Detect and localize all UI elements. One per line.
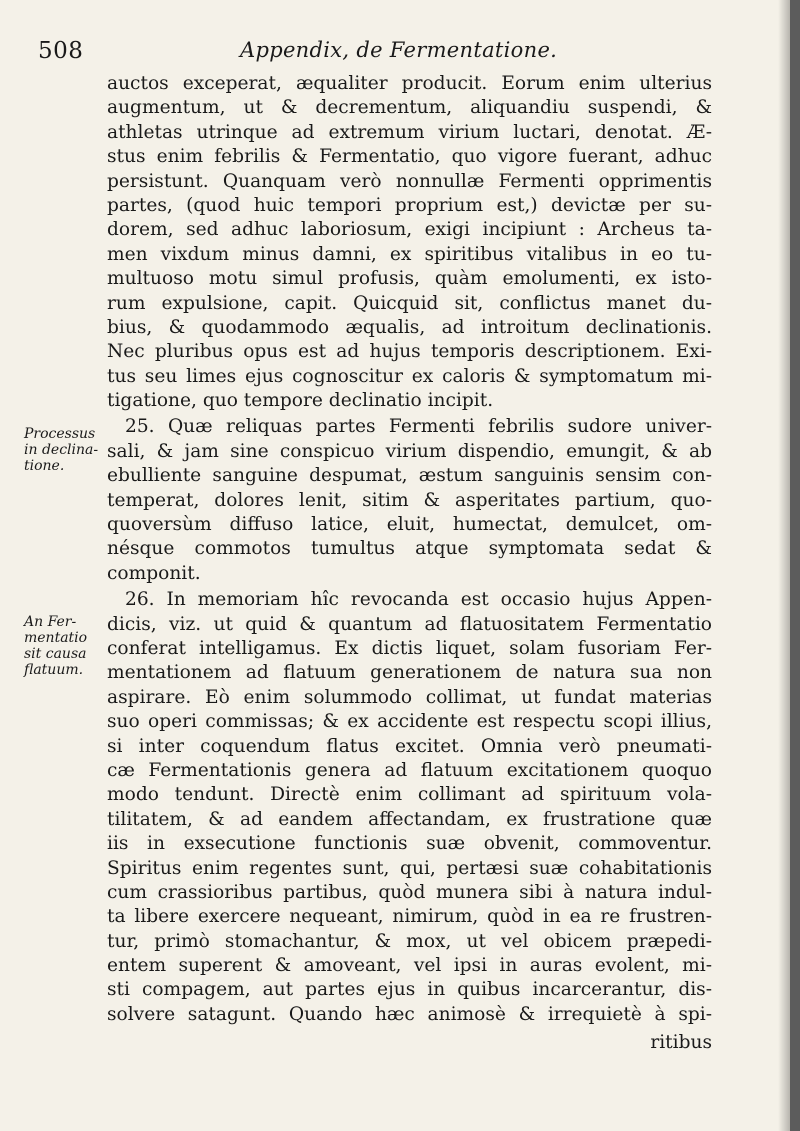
- text-line: athletas utrinque ad extremum virium luctari, denotat. Æ-: [107, 121, 712, 143]
- margin-note-processus: [24, 426, 104, 474]
- text-line: suo operi commissas; & ex accidente est respectu scopi illius,: [107, 711, 712, 733]
- text-line: men vixdum minus damni, ex spiritibus vitalibus in eo tu-: [107, 243, 712, 265]
- text-line: Nec pluribus opus est ad hujus temporis descriptionem. Exi-: [107, 341, 712, 363]
- text-line: ebulliente sanguine despumat, æstum sanguinis sensim con-: [107, 465, 712, 487]
- text-line: solvere satagunt. Quando hæc animosè & irrequietè à spi-: [107, 1003, 712, 1025]
- margin-note-line: in declina-: [24, 442, 99, 458]
- text-line: nésque commotos tumultus atque symptomata sedat &: [107, 538, 712, 560]
- page-number: 508: [38, 38, 84, 64]
- text-line: aspirare. Eò enim solummodo collimat, ut fundat materias: [107, 686, 712, 708]
- margin-note-line: tione.: [24, 458, 65, 474]
- margin-note-line: An Fer-: [24, 614, 77, 630]
- text-line: quoversùm diffuso latice, eluit, humectat, demulcet, om-: [107, 514, 712, 536]
- paragraph-26-start: 26. In memoriam hîc revocanda est occasio hujus Appen-: [125, 589, 712, 611]
- text-line: entem superent & amoveant, vel ipsi in auras evolent, mi-: [107, 955, 712, 977]
- text-line: dorem, sed adhuc laboriosum, exigi incipiunt : Archeus ta-: [107, 219, 712, 241]
- text-line: augmentum, ut & decrementum, aliquandiu suspendi, &: [107, 97, 712, 119]
- margin-note-line: flatuum.: [24, 662, 84, 678]
- paragraph-25-start: 25. Quæ reliquas partes Fermenti febrilis sudore univer-: [125, 416, 712, 438]
- text-line: cæ Fermentationis genera ad flatuum excitationem quoquo: [107, 759, 712, 781]
- running-head: Appendix, de Fermentatione.: [240, 38, 558, 62]
- text-line: mentationem ad flatuum generationem de natura sua non: [107, 662, 712, 684]
- text-line: multuoso motu simul profusis, quàm emolumenti, ex isto-: [107, 268, 712, 290]
- text-line: bius, & quodammodo æqualis, ad introitum declinationis.: [107, 316, 712, 338]
- text-line: componit.: [107, 562, 201, 584]
- text-line: persistunt. Quanquam verò nonnullæ Fermenti opprimentis: [107, 170, 712, 192]
- text-line: temperat, dolores lenit, sitim & asperitates partium, quo-: [107, 489, 712, 511]
- catchword: ritibus: [650, 1032, 712, 1054]
- text-line: si inter coquendum flatus excitet. Omnia verò pneumati-: [107, 735, 712, 757]
- margin-note-line: sit causa: [24, 646, 87, 662]
- margin-note-flatuum: [24, 614, 104, 678]
- text-line: auctos exceperat, æqualiter producit. Eorum enim ulterius: [107, 73, 712, 94]
- text-line: ta libere exercere nequeant, nimirum, quòd in ea re frustren-: [107, 906, 712, 928]
- margin-note-line: mentatio: [24, 630, 88, 646]
- text-line: partes, (quod huic tempori proprium est,) devictæ per su-: [107, 194, 712, 216]
- text-line: Spiritus enim regentes sunt, qui, pertæsi suæ cohabitationis: [107, 857, 712, 879]
- text-line: iis in exsecutione functionis suæ obvenit, commoventur.: [107, 833, 712, 855]
- body-text: [107, 72, 712, 1056]
- text-line: stus enim febrilis & Fermentatio, quo vigore fuerant, adhuc: [107, 146, 712, 168]
- text-line: modo tendunt. Directè enim collimant ad spirituum vola-: [107, 784, 712, 806]
- text-line: rum expulsione, capit. Quicquid sit, conflictus manet du-: [107, 292, 712, 314]
- text-line: sti compagem, aut partes ejus in quibus incarcerantur, dis-: [107, 979, 712, 1001]
- text-line: tur, primò stomachantur, & mox, ut vel obicem præpedi-: [107, 930, 712, 952]
- text-line: conferat intelligamus. Ex dictis liquet, solam fusoriam Fer-: [107, 637, 712, 659]
- margin-note-line: Processus: [24, 426, 96, 442]
- text-line: sali, & jam sine conspicuo virium dispendio, emungit, & ab: [107, 440, 712, 462]
- text-line: dicis, viz. ut quid & quantum ad flatuositatem Fermentatio: [107, 613, 712, 635]
- text-line: cum crassioribus partibus, quòd munera sibi à natura indul-: [107, 881, 712, 903]
- text-line: tigatione, quo tempore declinatio incipit.: [107, 390, 494, 412]
- text-line: tus seu limes ejus cognoscitur ex caloris & symptomatum mi-: [107, 365, 712, 387]
- text-line: tilitatem, & ad eandem affectandam, ex frustratione quæ: [107, 808, 712, 830]
